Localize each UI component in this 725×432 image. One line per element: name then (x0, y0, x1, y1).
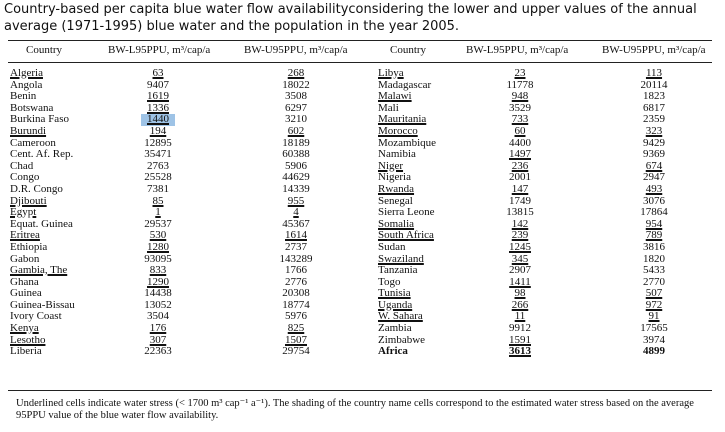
left-up-value-cell: 14339 (282, 182, 310, 195)
right-up-value-cell: 9369 (643, 148, 665, 161)
left-country-cell: Gabon (10, 252, 40, 265)
left-low-value-cell: 2763 (147, 159, 169, 172)
left-low-value-cell: 29537 (144, 217, 172, 230)
right-low-value-cell: 948 (511, 90, 529, 103)
left-low-value-cell: 833 (149, 264, 167, 277)
left-low-value-cell: 176 (149, 322, 167, 335)
left-country-cell: Chad (10, 159, 34, 172)
right-up-value-cell: 20114 (640, 78, 668, 91)
header-low-left: BW-L95PPU, m³/cap/a (108, 44, 211, 56)
left-up-value-cell: 3508 (285, 90, 307, 103)
left-up-value-cell: 3210 (285, 113, 307, 126)
right-country-column (378, 68, 498, 358)
right-country-cell: Madagascar (378, 78, 432, 91)
right-low-value-cell: 2907 (509, 264, 531, 277)
left-up-value-cell: 20308 (282, 287, 310, 300)
left-country-cell: Equat. Guinea (10, 217, 73, 230)
header-country-right: Country (390, 44, 427, 56)
right-up-value-cell: 17864 (640, 206, 668, 219)
right-up-value-cell: 91 (648, 310, 660, 323)
right-up-value-cell: 6817 (643, 101, 665, 114)
page-title: Country-based per capita blue water flow availabilityconsidering the lower and upper values of the annual average (1971-1995) blue water and the population in the year 2005. (4, 2, 697, 34)
right-up-value-cell: 3816 (643, 240, 665, 253)
left-country-cell: Angola (10, 78, 43, 91)
right-up-value-cell: 323 (645, 124, 663, 137)
table-footnote: Underlined cells indicate water stress (< 1700 m³ cap⁻¹ a⁻¹). The shading of the country name cells correspond to the estimated water stress based on the average 95PPU value of the blue water flow availability. (16, 398, 694, 421)
right-low-value-cell: 60 (514, 124, 526, 137)
right-up-value-cell: 2359 (643, 113, 665, 126)
left-country-cell: Lesotho (10, 333, 46, 346)
right-low-value-cell: 266 (511, 298, 529, 311)
left-country-cell: Kenya (10, 322, 39, 335)
table-header-rule (8, 62, 712, 63)
right-low-value-cell: 1749 (509, 194, 531, 207)
right-up-value-cell: 3076 (643, 194, 665, 207)
left-up-column (266, 68, 326, 358)
left-up-value-cell: 18022 (282, 78, 310, 91)
right-low-value-cell: 2001 (509, 171, 531, 184)
right-country-cell: Mozambique (378, 136, 437, 149)
right-up-value-cell: 674 (645, 159, 663, 172)
right-low-value-cell: 9912 (509, 322, 531, 335)
left-up-value-cell: 2737 (285, 240, 307, 253)
right-country-cell: South Africa (378, 229, 434, 242)
right-low-value-cell: 1245 (509, 240, 531, 253)
left-low-value-cell: 25528 (144, 171, 172, 184)
right-country-cell: W. Sahara (378, 310, 423, 323)
right-country-cell: Morocco (378, 124, 418, 137)
right-up-value-cell: 1820 (643, 252, 665, 265)
right-low-value-cell: 345 (511, 252, 529, 265)
right-low-value-cell: 13815 (506, 206, 534, 219)
right-country-cell: Swaziland (378, 252, 424, 265)
right-low-value-cell: 4400 (509, 136, 531, 149)
header-up-left: BW-U95PPU, m³/cap/a (244, 44, 348, 56)
left-up-value-cell: 44629 (282, 171, 310, 184)
left-low-value-cell: 63 (152, 67, 164, 79)
right-up-value-cell: 5433 (643, 264, 665, 277)
right-country-cell: Senegal (378, 194, 413, 207)
left-low-value-cell: 1280 (147, 240, 169, 253)
left-up-value-cell: 955 (287, 194, 305, 207)
right-country-cell: Rwanda (378, 182, 415, 195)
right-country-cell: Sudan (378, 240, 406, 253)
right-country-cell: Africa (378, 345, 408, 358)
right-up-value-cell: 789 (645, 229, 663, 242)
left-up-value-cell: 268 (287, 67, 305, 79)
right-low-value-cell: 23 (514, 67, 526, 79)
left-up-value-cell: 602 (287, 124, 305, 137)
left-low-value-cell: 1290 (147, 275, 169, 288)
header-country-left: Country (26, 44, 63, 56)
left-low-value-cell: 1336 (147, 101, 169, 114)
left-low-value-cell: 35471 (144, 148, 172, 161)
right-low-value-cell: 733 (511, 113, 529, 126)
right-low-value-cell: 239 (511, 229, 529, 242)
right-country-cell: Togo (378, 275, 401, 288)
left-low-value-cell: 1619 (147, 90, 169, 103)
header-up-right: BW-U95PPU, m³/cap/a (602, 44, 706, 56)
right-country-cell: Namibia (378, 148, 416, 161)
right-country-cell: Libya (378, 67, 404, 79)
right-country-cell: Mali (378, 101, 399, 114)
right-low-value-cell: 3613 (509, 345, 531, 358)
left-low-column (130, 68, 186, 358)
left-country-cell: Guinea-Bissau (10, 298, 75, 311)
right-up-value-cell: 17565 (640, 322, 668, 335)
left-country-cell: Eritrea (10, 229, 40, 242)
right-up-value-cell: 113 (645, 67, 663, 79)
left-country-cell: Cameroon (10, 136, 56, 149)
left-low-value-cell: 9407 (147, 78, 169, 91)
left-low-value-cell: 22363 (144, 345, 172, 358)
left-up-value-cell: 5976 (285, 310, 307, 323)
left-low-value-cell: 307 (149, 333, 167, 346)
right-low-value-cell: 1497 (509, 148, 531, 161)
right-country-cell: Mauritania (378, 113, 427, 126)
left-low-value-cell: 14438 (144, 287, 172, 300)
left-country-cell: Djibouti (10, 194, 47, 207)
left-up-value-cell: 18189 (282, 136, 310, 149)
left-country-cell: Guinea (10, 287, 42, 300)
right-low-value-cell: 98 (514, 287, 526, 300)
left-country-cell: Benin (10, 90, 37, 103)
right-low-value-cell: 11 (514, 310, 526, 323)
left-country-cell: Ivory Coast (10, 310, 62, 323)
left-low-value-cell: 7381 (147, 182, 169, 195)
right-low-value-cell: 1591 (509, 333, 531, 346)
right-up-column (624, 68, 684, 358)
left-low-value-cell: 12895 (144, 136, 172, 149)
left-country-cell: Burundi (10, 124, 47, 137)
left-up-value-cell: 60388 (282, 148, 310, 161)
left-country-cell: Ghana (10, 275, 39, 288)
right-country-cell: Nigeria (378, 171, 411, 184)
left-up-value-cell: 1507 (285, 333, 307, 346)
right-up-value-cell: 954 (645, 217, 663, 230)
left-low-value-cell: 85 (152, 194, 164, 207)
left-country-cell: Liberia (10, 345, 42, 358)
left-low-value-cell: 13052 (144, 298, 172, 311)
right-low-value-cell: 1411 (509, 275, 531, 288)
left-up-value-cell: 1766 (285, 264, 307, 277)
left-low-value-cell: 1440 (141, 114, 175, 126)
right-country-cell: Zambia (378, 322, 412, 335)
table-top-rule (8, 40, 712, 41)
left-country-cell: Algeria (10, 67, 43, 79)
left-country-cell: Ethiopia (10, 240, 48, 253)
left-up-value-cell: 143289 (279, 252, 313, 265)
left-up-value-cell: 1614 (285, 229, 307, 242)
right-up-value-cell: 9429 (643, 136, 665, 149)
left-country-cell: Egypt (10, 206, 37, 219)
right-low-column (490, 68, 550, 358)
right-country-cell: Somalia (378, 217, 415, 230)
left-country-cell: Burkina Faso (10, 113, 69, 126)
right-country-cell: Niger (378, 159, 404, 172)
left-low-value-cell: 93095 (144, 252, 172, 265)
left-up-value-cell: 29754 (282, 345, 310, 358)
left-country-cell: Gambia, The (10, 264, 68, 277)
right-low-value-cell: 3529 (509, 101, 531, 114)
left-country-column (10, 68, 130, 358)
left-low-value-cell: 194 (149, 124, 167, 137)
left-up-value-cell: 6297 (285, 101, 307, 114)
left-country-cell: Cent. Af. Rep. (10, 148, 74, 161)
table-bottom-rule (8, 390, 712, 391)
left-low-value-cell: 530 (149, 229, 167, 242)
right-low-value-cell: 142 (511, 217, 529, 230)
right-low-value-cell: 147 (511, 182, 529, 195)
left-up-value-cell: 4 (293, 206, 299, 219)
right-up-value-cell: 493 (645, 182, 663, 195)
left-country-cell: D.R. Congo (10, 182, 63, 195)
left-up-value-cell: 45367 (282, 217, 310, 230)
right-up-value-cell: 4899 (643, 345, 665, 358)
right-up-value-cell: 3974 (643, 333, 665, 346)
left-country-cell: Botswana (10, 101, 54, 114)
right-country-cell: Malawi (378, 90, 412, 103)
right-up-value-cell: 1823 (643, 90, 665, 103)
left-low-value-cell: 3504 (147, 310, 169, 323)
right-up-value-cell: 2947 (643, 171, 665, 184)
left-up-value-cell: 18774 (282, 298, 310, 311)
right-country-cell: Sierra Leone (378, 206, 435, 219)
header-low-right: BW-L95PPU, m³/cap/a (466, 44, 569, 56)
left-country-cell: Congo (10, 171, 40, 184)
right-low-value-cell: 11778 (506, 78, 534, 91)
left-low-value-cell: 1 (155, 206, 161, 219)
left-up-value-cell: 5906 (285, 159, 307, 172)
right-country-cell: Tunisia (378, 287, 411, 300)
right-up-value-cell: 972 (645, 298, 663, 311)
left-up-value-cell: 825 (287, 322, 305, 335)
right-up-value-cell: 2770 (643, 275, 665, 288)
right-country-cell: Uganda (378, 298, 413, 311)
right-country-cell: Zimbabwe (378, 333, 426, 346)
right-low-value-cell: 236 (511, 159, 529, 172)
right-up-value-cell: 507 (645, 287, 663, 300)
right-country-cell: Tanzania (378, 264, 418, 277)
left-up-value-cell: 2776 (285, 275, 307, 288)
